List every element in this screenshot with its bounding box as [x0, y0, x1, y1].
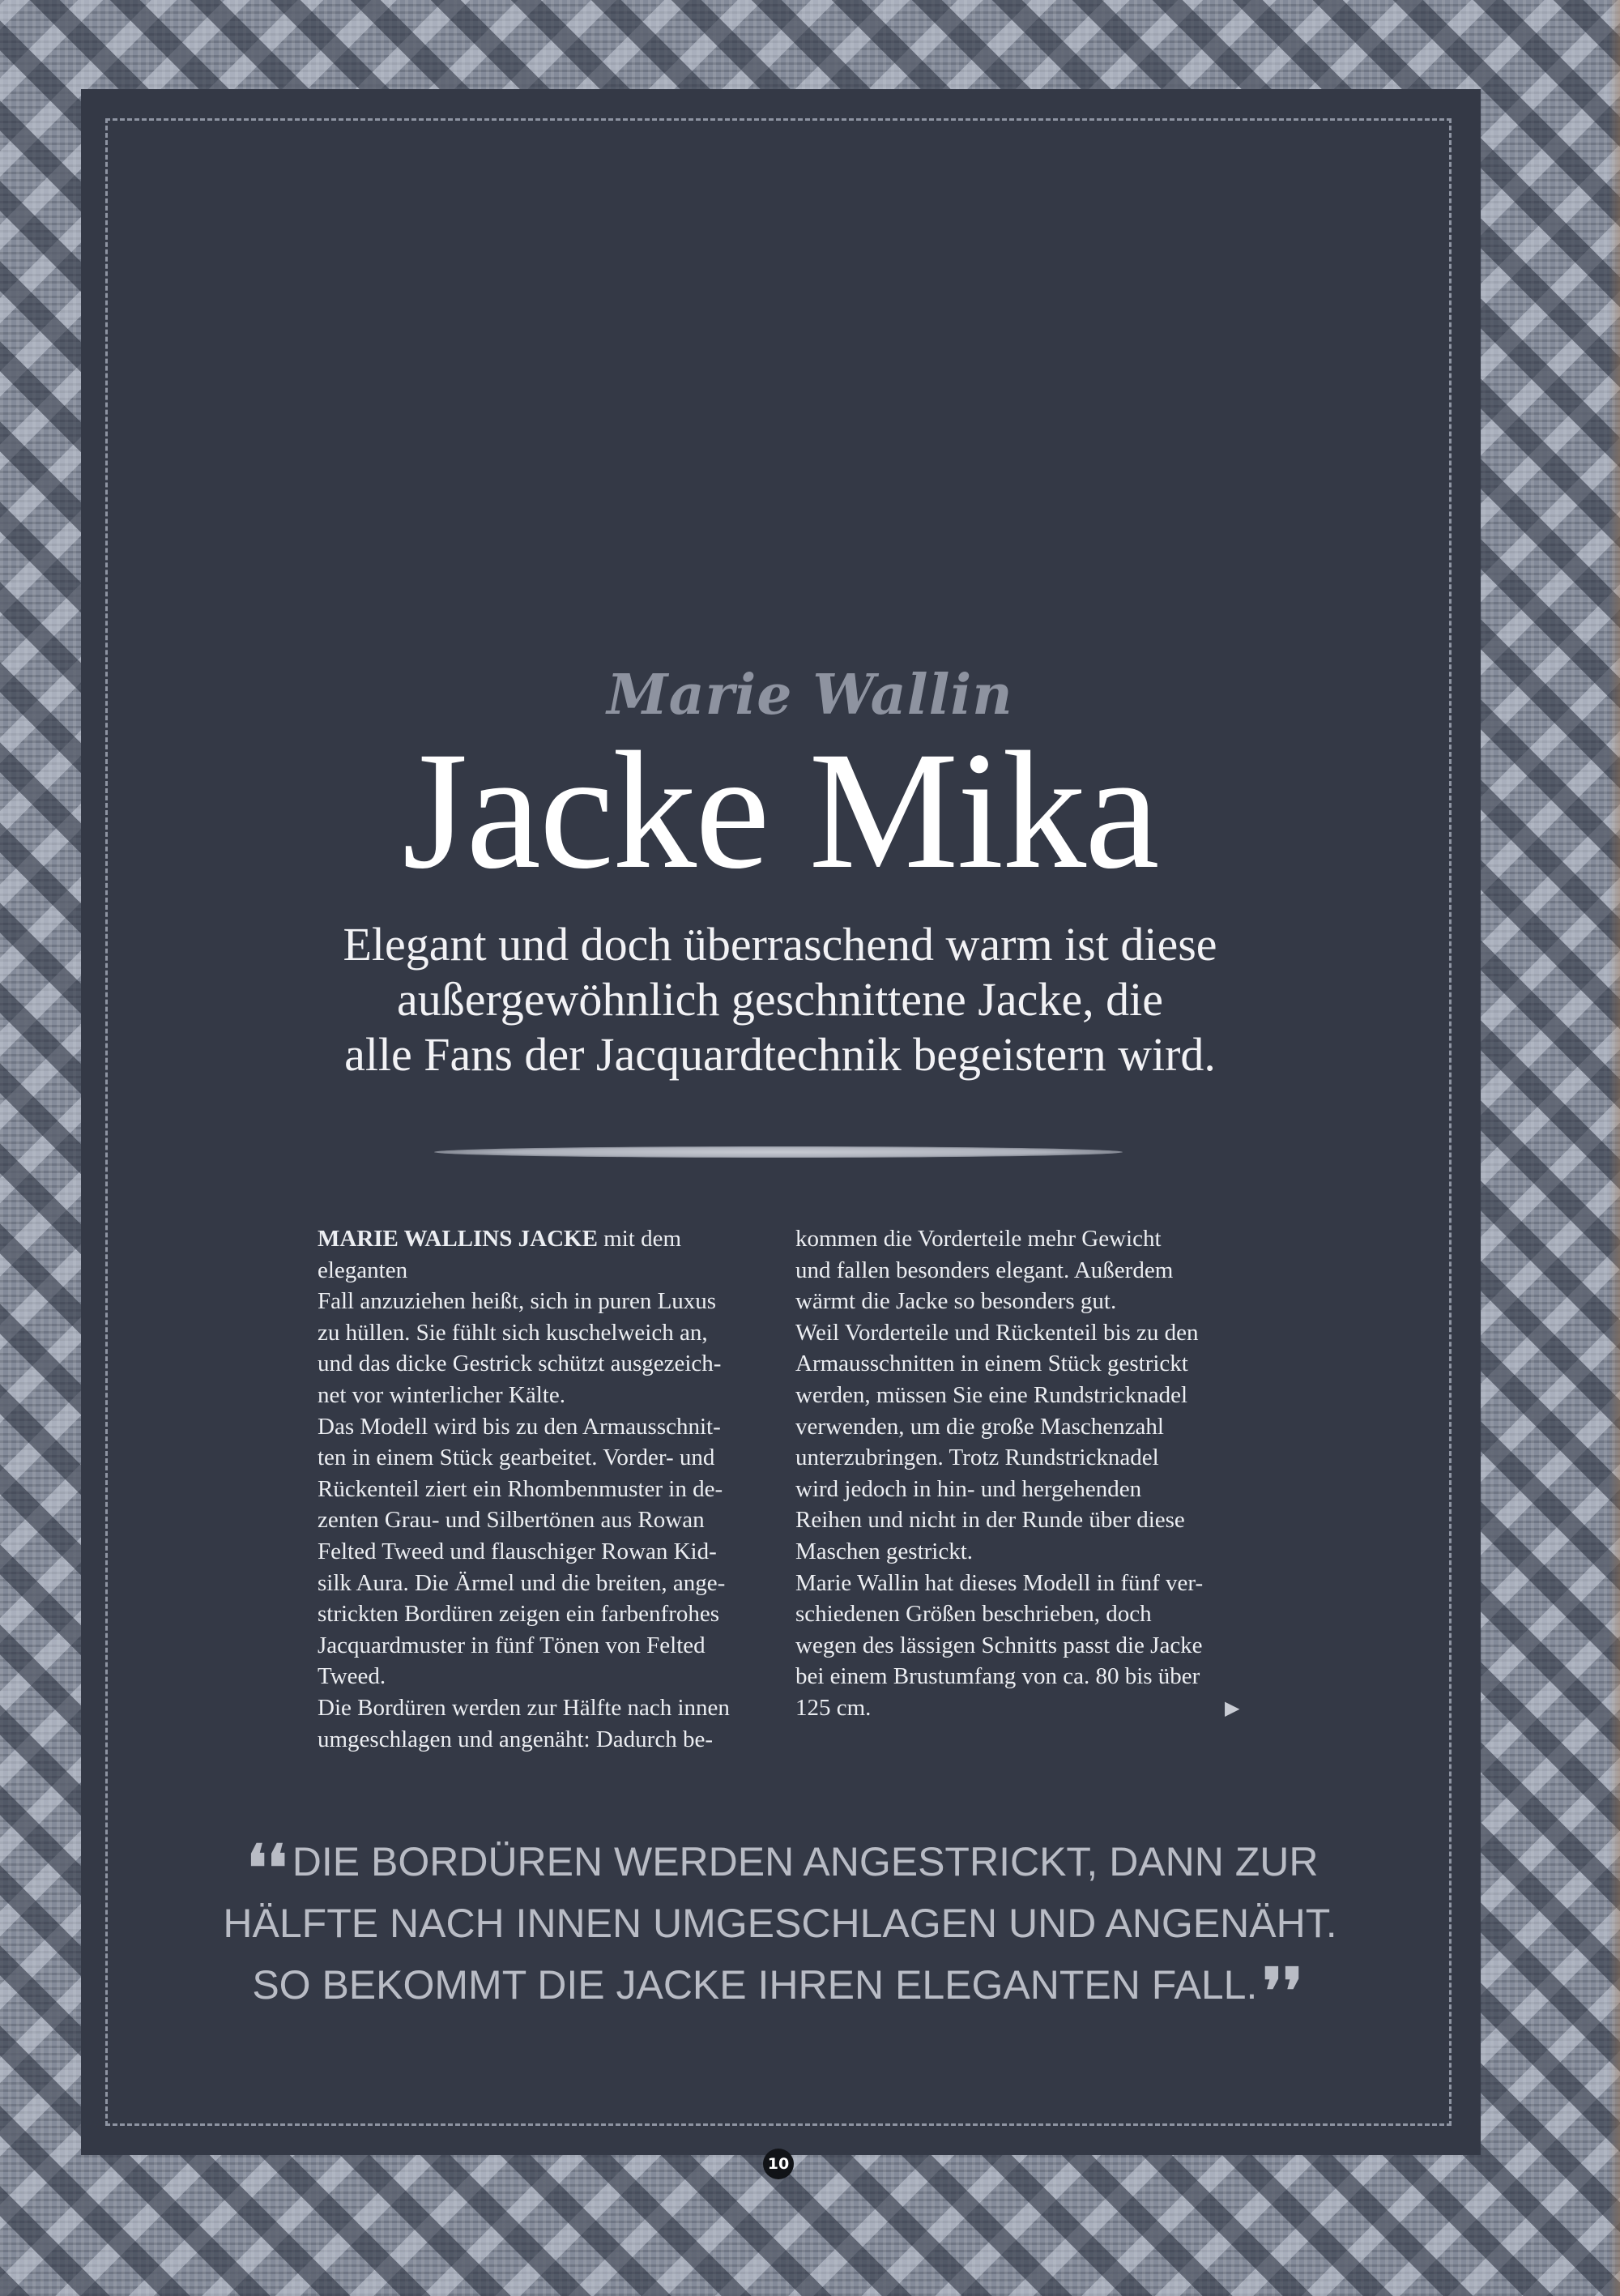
body-column-right [795, 1223, 1249, 1724]
body-paragraph [795, 1317, 1249, 1568]
body-text: Weil Vorderteile und Rückenteil bis zu den [795, 1319, 1199, 1346]
lead-in-caps: MARIE WALLINS JACKE [318, 1226, 598, 1252]
body-text: strickten Bordüren zeigen ein farbenfrohes [318, 1601, 720, 1628]
body-text: Marie Wallin hat dieses Modell in fünf ver- [795, 1569, 1204, 1596]
body-text: unterzubringen. Trotz Rundstricknadel [795, 1445, 1159, 1471]
body-text: werden, müssen Sie eine Rundstricknadel [795, 1381, 1188, 1408]
body-text: ten in einem Stück gearbeitet. Vorder- und [318, 1445, 715, 1471]
pull-quote [202, 1831, 1358, 2027]
pull-quote-line: HÄLFTE NACH INNEN UMGESCHLAGEN UND ANGENÄHT. [223, 1901, 1337, 1946]
body-text: Tweed. [318, 1663, 386, 1690]
body-text: verwenden, um die große Maschenzahl [795, 1413, 1164, 1440]
body-paragraph [318, 1692, 771, 1755]
body-paragraph [318, 1223, 771, 1411]
body-text: Das Modell wird bis zu den Armausschnit- [318, 1413, 721, 1440]
body-text: Fall anzuziehen heißt, sich in puren Luxus [318, 1288, 717, 1315]
body-text: Armausschnitten in einem Stück gestrickt [795, 1351, 1188, 1377]
pull-quote-line [202, 1954, 1358, 2027]
dashed-stitch-frame [105, 118, 1452, 2126]
lead-line: außergewöhnlich geschnittene Jacke, die [397, 973, 1163, 1026]
body-text: zu hüllen. Sie fühlt sich kuschelweich an, [318, 1319, 708, 1346]
close-quote-icon: ❜❜ [1262, 1957, 1303, 2027]
body-text: Reihen und nicht in der Runde über diese [795, 1507, 1185, 1534]
body-text: bei einem Brustumfang von ca. 80 bis über [795, 1663, 1200, 1690]
body-paragraph [318, 1411, 771, 1692]
body-text: net vor winterlicher Kälte. [318, 1381, 565, 1408]
body-text: umgeschlagen und angenäht: Dadurch be- [318, 1726, 713, 1752]
body-text: Felted Tweed und flauschiger Rowan Kid- [318, 1538, 717, 1564]
page-title: Jacke Mika [402, 717, 1158, 903]
body-column-left [318, 1223, 771, 1755]
body-text: zenten Grau- und Silbertönen aus Rowan [318, 1507, 705, 1534]
body-text: und fallen besonders elegant. Außerdem [795, 1257, 1174, 1283]
designer-name: Marie Wallin [607, 663, 1013, 728]
body-text: wird jedoch in hin- und hergehenden [795, 1475, 1142, 1502]
divider-line [434, 1146, 1123, 1158]
body-text: schiedenen Größen beschrieben, doch [795, 1601, 1152, 1628]
body-text: mit dem eleganten [318, 1226, 682, 1283]
pull-quote-line [202, 1831, 1358, 1904]
body-text: wegen des lässigen Schnitts passt die Jacke [795, 1632, 1203, 1658]
body-text: Rückenteil ziert ein Rhombenmuster in de- [318, 1475, 723, 1502]
body-text: und das dicke Gestrick schützt ausgezeich- [318, 1351, 722, 1377]
lead-line: Elegant und doch überraschend warm ist diese [343, 918, 1217, 971]
body-text: Jacquardmuster in fünf Tönen von Felted [318, 1632, 706, 1658]
continue-arrow-icon: ▶ [1225, 1696, 1240, 1719]
body-text: wärmt die Jacke so besonders gut. [795, 1288, 1117, 1315]
page-edge [1609, 0, 1620, 2296]
body-paragraph [795, 1223, 1249, 1317]
page-number: 10 [763, 2149, 794, 2179]
pull-quote-text: SO BEKOMMT DIE JACKE IHREN ELEGANTEN FALL. [252, 1962, 1258, 2008]
open-quote-icon: ❛❛ [246, 1833, 288, 1904]
body-text: Die Bordüren werden zur Hälfte nach innen [318, 1694, 730, 1721]
body-text: kommen die Vorderteile mehr Gewicht [795, 1226, 1162, 1252]
lead-line: alle Fans der Jacquardtechnik begeistern wird. [344, 1028, 1216, 1081]
body-paragraph [795, 1568, 1249, 1724]
body-text: silk Aura. Die Ärmel und die breiten, ange- [318, 1569, 726, 1596]
pull-quote-text: DIE BORDÜREN WERDEN ANGESTRICKT, DANN ZUR [292, 1839, 1319, 1884]
body-text: 125 cm. [795, 1694, 872, 1721]
lead-paragraph [202, 917, 1358, 1082]
body-text: Maschen gestrickt. [795, 1538, 974, 1564]
